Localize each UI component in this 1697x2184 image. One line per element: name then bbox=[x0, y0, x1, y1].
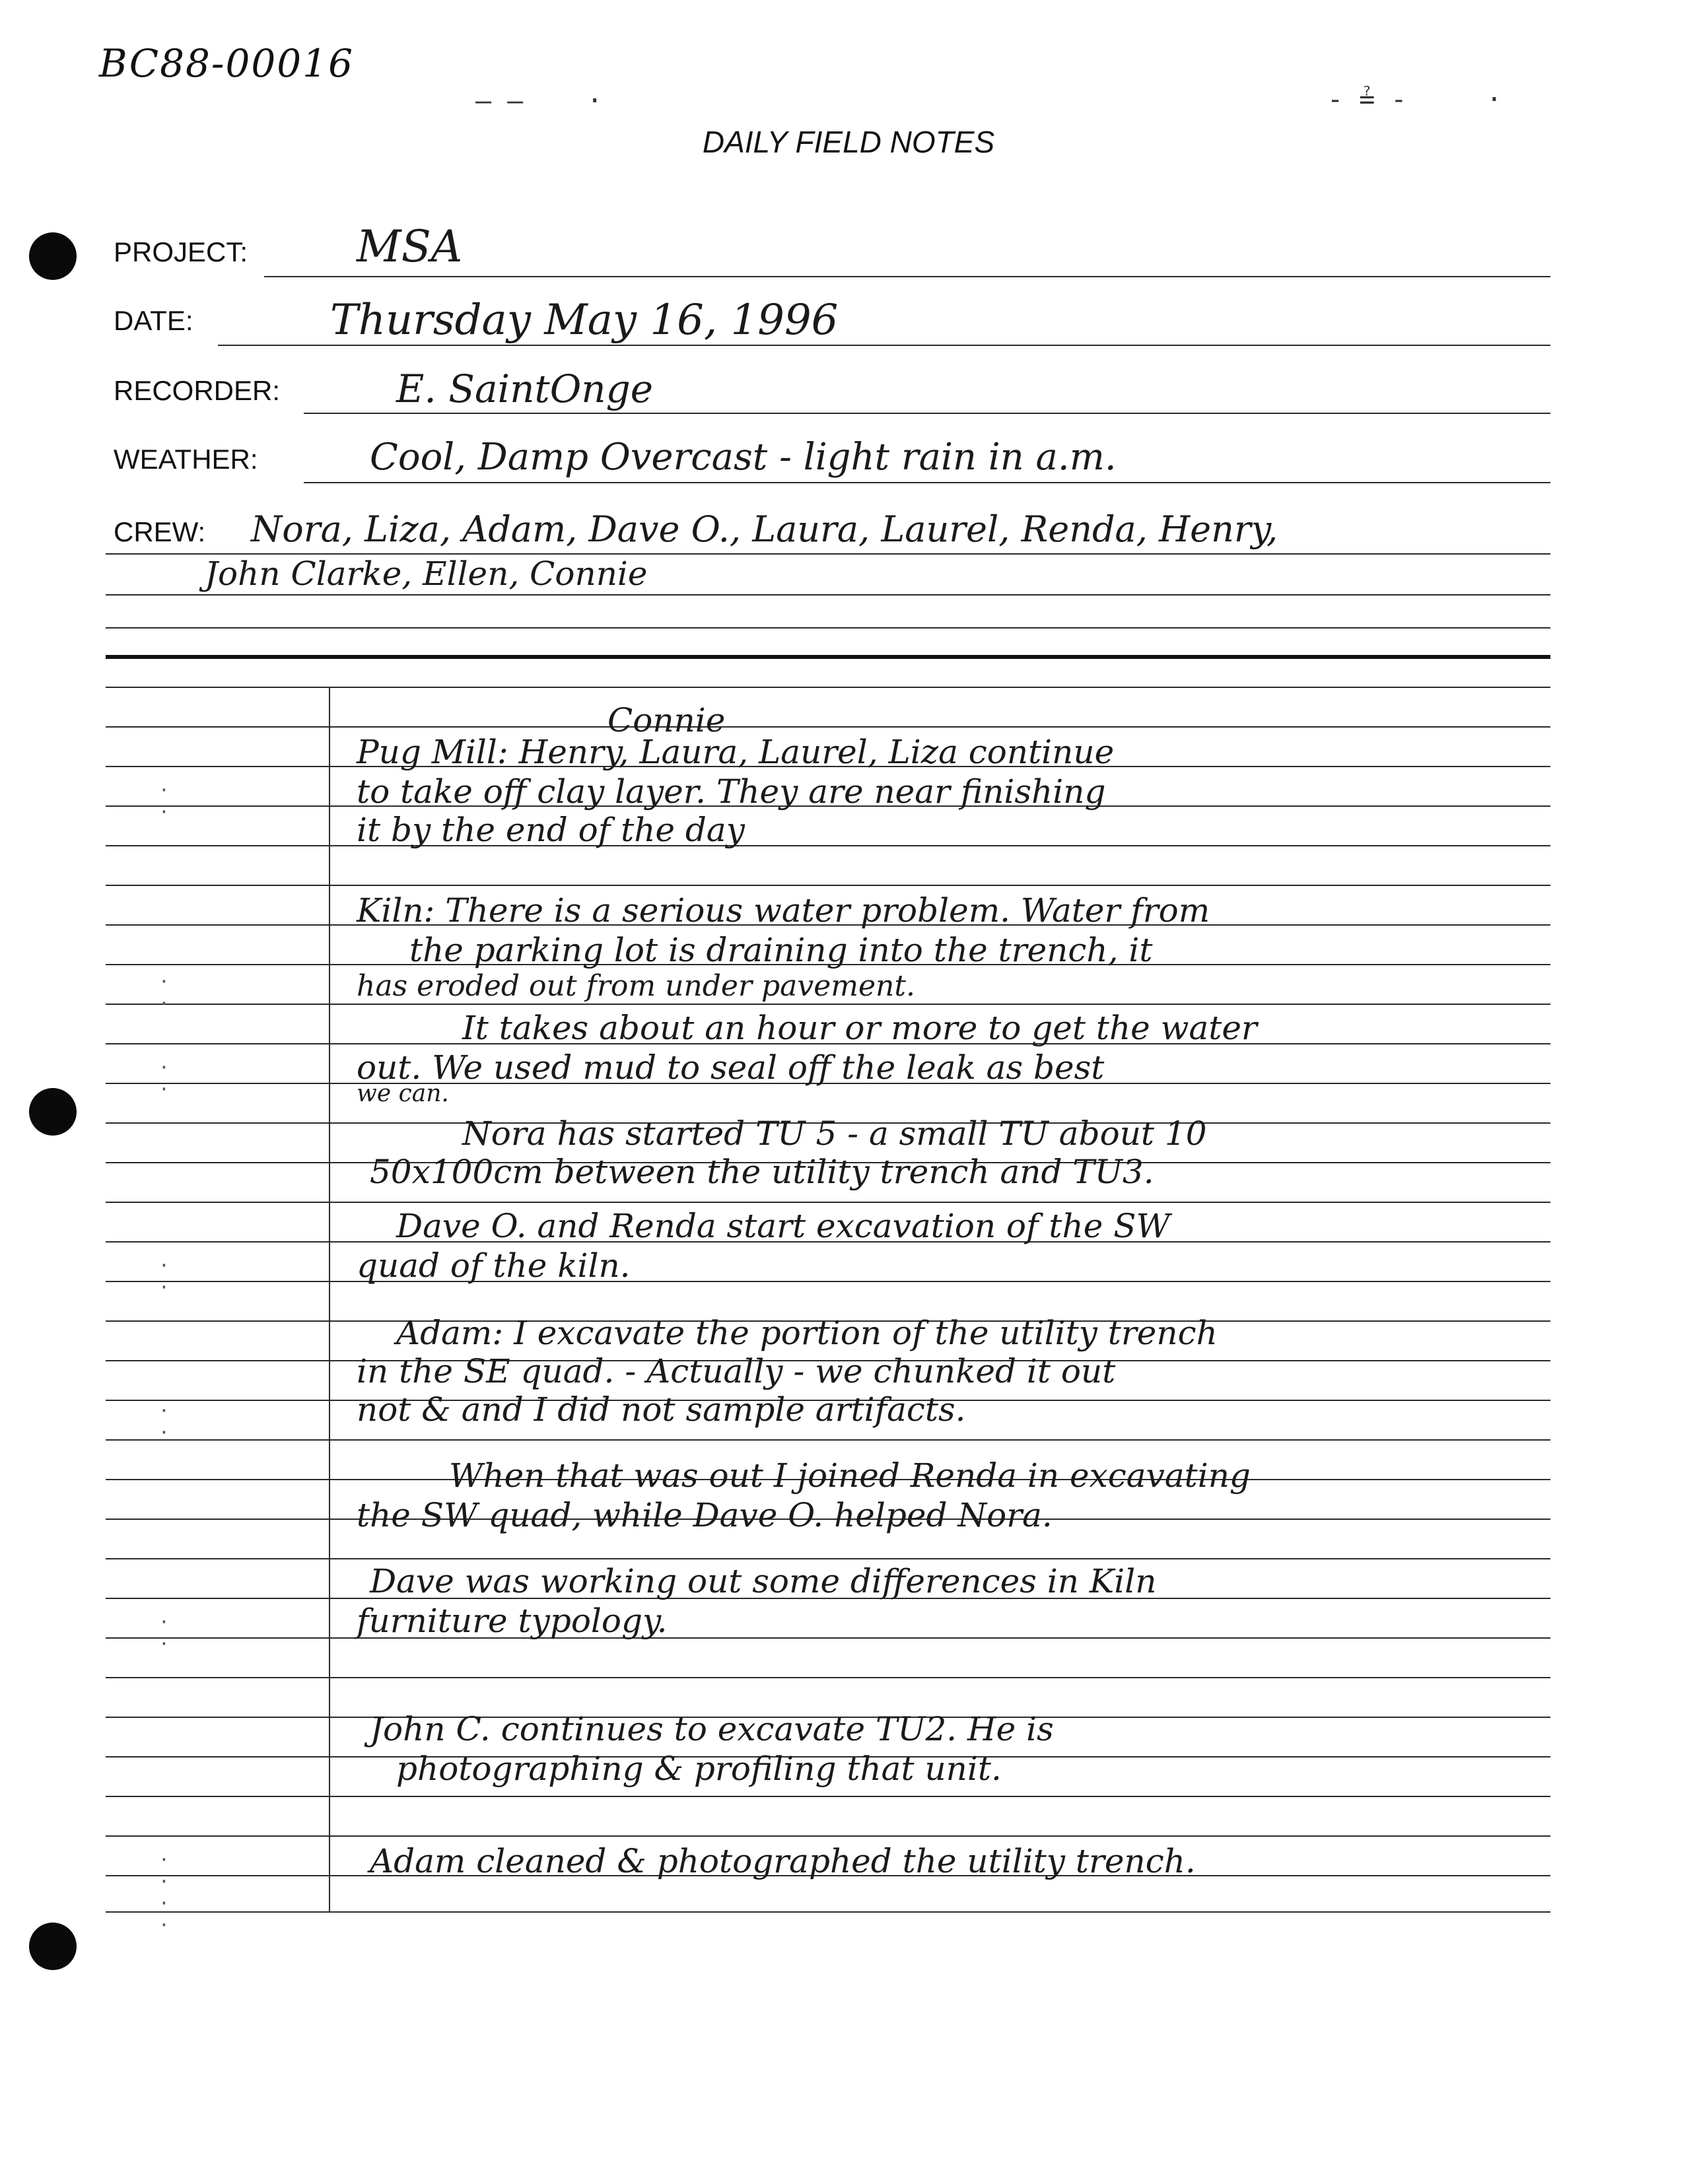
note-line: Nora has started TU 5 - a small TU about 10 bbox=[462, 1114, 1207, 1153]
binder-hole-top bbox=[29, 232, 77, 280]
note-line: It takes about an hour or more to get the water bbox=[462, 1009, 1257, 1047]
document-title: DAILY FIELD NOTES bbox=[702, 125, 995, 159]
crew-rule-1 bbox=[106, 553, 1550, 555]
project-value: MSA bbox=[357, 221, 463, 272]
note-insert-connie: Connie bbox=[607, 701, 726, 739]
note-line: When that was out I joined Renda in excavating bbox=[449, 1456, 1251, 1495]
scan-marks-top: — — · bbox=[475, 86, 603, 116]
date-value: Thursday May 16, 1996 bbox=[330, 296, 839, 345]
scan-marks-top-right: - ≟ - · bbox=[1327, 85, 1502, 115]
note-line: we can. bbox=[357, 1080, 449, 1107]
project-label: PROJECT: bbox=[114, 236, 248, 267]
note-line: not & and I did not sample artifacts. bbox=[357, 1390, 966, 1429]
note-line: Adam: I excavate the portion of the utility trench bbox=[396, 1314, 1218, 1352]
crew-value-line1: Nora, Liza, Adam, Dave O., Laura, Laurel, Renda, Henry, bbox=[251, 508, 1278, 550]
note-line: to take off clay layer. They are near finishing bbox=[357, 772, 1106, 811]
note-line: has eroded out from under pavement. bbox=[357, 969, 916, 1003]
crew-value-line2: John Clarke, Ellen, Connie bbox=[205, 555, 648, 593]
project-rule bbox=[264, 276, 1550, 277]
note-line: 50x100cm between the utility trench and TU3. bbox=[370, 1153, 1154, 1191]
note-line: in the SE quad. - Actually - we chunked it out bbox=[357, 1352, 1116, 1390]
note-line: John C. continues to excavate TU2. He is bbox=[370, 1710, 1054, 1748]
note-line: Dave was working out some differences in Kiln bbox=[370, 1562, 1157, 1600]
recorder-value: E. SaintOnge bbox=[396, 366, 654, 411]
date-rule bbox=[218, 345, 1550, 346]
note-line: furniture typology. bbox=[357, 1602, 668, 1640]
note-line: the SW quad, while Dave O. helped Nora. bbox=[357, 1496, 1053, 1534]
note-line: it by the end of the day bbox=[357, 811, 745, 849]
note-line: quad of the kiln. bbox=[357, 1246, 631, 1285]
crew-label: CREW: bbox=[114, 516, 206, 547]
note-line: out. We used mud to seal off the leak as best bbox=[357, 1048, 1105, 1087]
binder-hole-bottom bbox=[29, 1923, 77, 1970]
section-divider bbox=[106, 655, 1550, 659]
crew-rule-3 bbox=[106, 627, 1550, 629]
weather-value: Cool, Damp Overcast - light rain in a.m. bbox=[370, 436, 1117, 479]
note-line: Kiln: There is a serious water problem. Water from bbox=[357, 891, 1210, 930]
notes-margin-line bbox=[329, 687, 330, 1911]
weather-label: WEATHER: bbox=[114, 444, 258, 475]
note-line: Pug Mill: Henry, Laura, Laurel, Liza continue bbox=[357, 733, 1115, 771]
recorder-label: RECORDER: bbox=[114, 375, 281, 406]
note-line: Adam cleaned & photographed the utility trench. bbox=[370, 1842, 1196, 1880]
note-line: the parking lot is draining into the trench, it bbox=[409, 931, 1153, 969]
recorder-rule bbox=[304, 413, 1550, 414]
note-line: photographing & profiling that unit. bbox=[396, 1750, 1002, 1788]
binder-hole-middle bbox=[29, 1088, 77, 1136]
note-line: Dave O. and Renda start excavation of the SW bbox=[396, 1207, 1170, 1245]
date-label: DATE: bbox=[114, 305, 193, 336]
document-id: BC88-00016 bbox=[99, 41, 354, 86]
weather-rule bbox=[304, 482, 1550, 483]
crew-rule-2 bbox=[106, 594, 1550, 596]
